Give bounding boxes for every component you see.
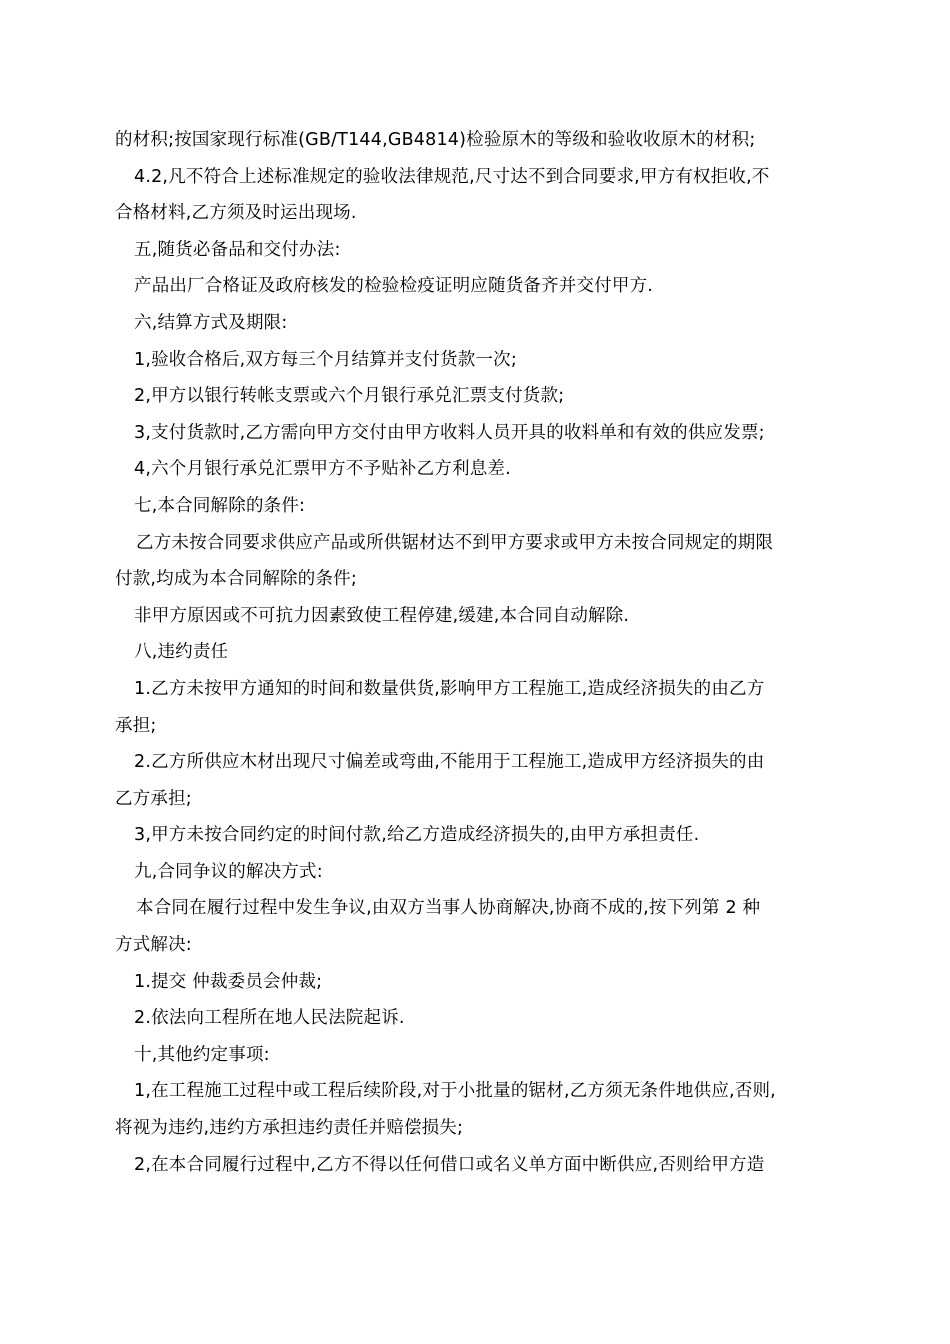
text-line: 乙方承担; xyxy=(115,788,192,809)
text-line: 将视为违约,违约方承担违约责任并赔偿损失; xyxy=(115,1118,464,1139)
section-heading: 五,随货必备品和交付办法: xyxy=(134,239,341,260)
text-line: 产品出厂合格证及政府核发的检验检疫证明应随货备齐并交付甲方. xyxy=(134,276,654,297)
text-line: 非甲方原因或不可抗力因素致使工程停建,缓建,本合同自动解除. xyxy=(134,605,630,626)
text-line: 4,六个月银行承兑汇票甲方不予贴补乙方利息差. xyxy=(134,459,511,480)
text-line: 2,在本合同履行过程中,乙方不得以任何借口或名义单方面中断供应,否则给甲方造 xyxy=(134,1154,765,1175)
section-heading: 九,合同争议的解决方式: xyxy=(134,861,323,882)
text-line: 3,甲方未按合同约定的时间付款,给乙方造成经济损失的,由甲方承担责任. xyxy=(134,825,700,846)
text-line: 1,验收合格后,双方每三个月结算并支付货款一次; xyxy=(134,349,517,370)
text-line: 1.乙方未按甲方通知的时间和数量供货,影响甲方工程施工,造成经济损失的由乙方 xyxy=(134,678,765,699)
text-line: 2.依法向工程所在地人民法院起诉. xyxy=(134,1008,405,1029)
text-line: 1,在工程施工过程中或工程后续阶段,对于小批量的锯材,乙方须无条件地供应,否则, xyxy=(134,1081,776,1102)
text-line: 付款,均成为本合同解除的条件; xyxy=(115,569,357,590)
section-heading: 八,违约责任 xyxy=(134,642,229,663)
section-heading: 六,结算方式及期限: xyxy=(134,312,288,333)
text-line: 合格材料,乙方须及时运出现场. xyxy=(115,203,357,224)
text-line: 3,支付货款时,乙方需向甲方交付由甲方收料人员开具的收料单和有效的供应发票; xyxy=(134,422,765,443)
text-line: 乙方未按合同要求供应产品或所供锯材达不到甲方要求或甲方未按合同规定的期限 xyxy=(136,532,774,553)
text-line: 本合同在履行过程中发生争议,由双方当事人协商解决,协商不成的,按下列第 2 种 xyxy=(136,898,761,919)
text-line: 的材积;按国家现行标准(GB/T144,GB4814)检验原木的等级和验收收原木的材积; xyxy=(115,130,756,150)
document-body xyxy=(115,122,837,1183)
text-line: 1.提交 仲裁委员会仲裁; xyxy=(134,971,323,992)
text-line: 承担; xyxy=(115,715,157,736)
text-line: 2,甲方以银行转帐支票或六个月银行承兑汇票支付货款; xyxy=(134,386,565,407)
section-heading: 十,其他约定事项: xyxy=(134,1044,270,1065)
section-heading: 七,本合同解除的条件: xyxy=(134,495,306,516)
text-line: 方式解决: xyxy=(115,935,192,956)
text-line: 2.乙方所供应木材出现尺寸偏差或弯曲,不能用于工程施工,造成甲方经济损失的由 xyxy=(134,752,765,773)
text-line: 4.2,凡不符合上述标准规定的验收法律规范,尺寸达不到合同要求,甲方有权拒收,不 xyxy=(134,166,770,187)
